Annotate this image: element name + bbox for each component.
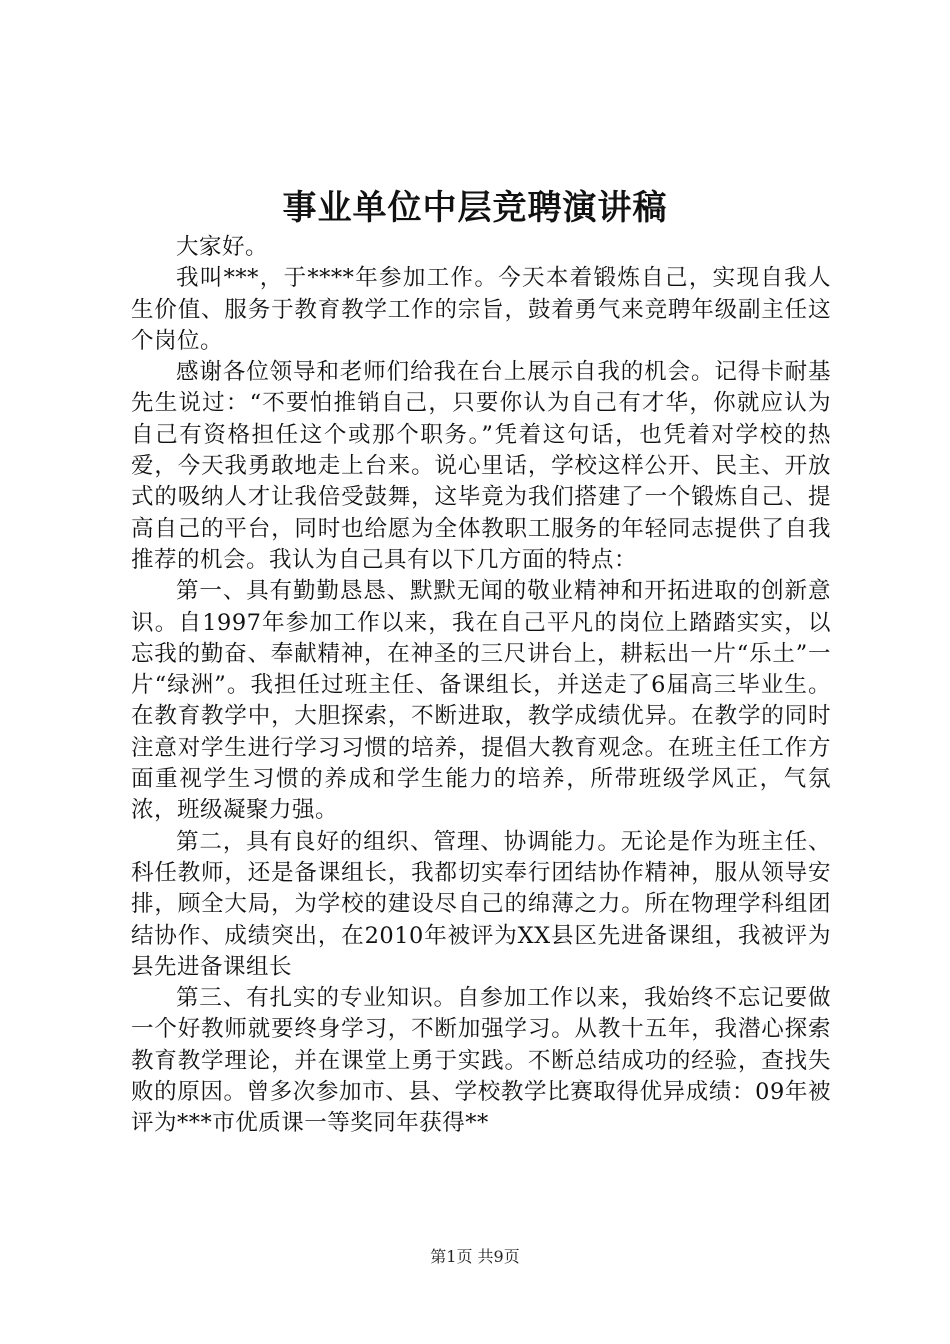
paragraph-greeting: 大家好。 <box>176 234 269 260</box>
page-number-footer: 第1页 共9页 <box>430 1247 520 1266</box>
document-title: 事业单位中层竞聘演讲稿 <box>282 188 668 228</box>
paragraph-point-one: 第一、具有勤勤恳恳、默默无闻的敬业精神和开拓进取的创新意识。自1997年参加工作以来，我在自己平凡的岗位上踏踏实实，以忘我的勤奋、奉献精神，在神圣的三尺讲台上，耕耘出一片“乐土”一片“绿洲”。我担任过班主任、备课组长，并送走了6届高三毕业生。在教育教学中，大胆探索，不断进取，教学成绩优异。在教学的同时注意对学生进行学习习惯的培养，提倡大教育观念。在班主任工作方面重视学生习惯的养成和学生能力的培养，所带班级学风正，气氛浓，班级凝聚力强。 <box>131 578 831 824</box>
paragraph-point-three: 第三、有扎实的专业知识。自参加工作以来，我始终不忘记要做一个好教师就要终身学习，不断加强学习。从教十五年，我潜心探索教育教学理论，并在课堂上勇于实践。不断总结成功的经验，查找失败的原因。曾多次参加市、县、学校教学比赛取得优异成绩：09年被评为***市优质课一等奖同年获得** <box>131 985 831 1137</box>
document-body <box>131 232 831 1140</box>
paragraph-thanks: 感谢各位领导和老师们给我在台上展示自我的机会。记得卡耐基先生说过：“不要怕推销自己，只要你认为自己有才华，你就应认为自己有资格担任这个或那个职务。”凭着这句话，也凭着对学校的热爱，今天我勇敢地走上台来。说心里话，学校这样公开、民主、开放式的吸纳人才让我倍受鼓舞，这毕竟为我们搭建了一个锻炼自己、提高自己的平台，同时也给愿为全体教职工服务的年轻同志提供了自我推荐的机会。我认为自己具有以下几方面的特点： <box>131 359 831 573</box>
paragraph-introduction: 我叫***，于****年参加工作。今天本着锻炼自己，实现自我人生价值、服务于教育教学工作的宗旨，鼓着勇气来竞聘年级副主任这个岗位。 <box>131 265 831 354</box>
paragraph-point-two: 第二，具有良好的组织、管理、协调能力。无论是作为班主任、科任教师，还是备课组长，我都切实奉行团结协作精神，服从领导安排，顾全大局，为学校的建设尽自己的绵薄之力。所在物理学科组团结协作、成绩突出，在2010年被评为XX县区先进备课组，我被评为县先进备课组长 <box>131 828 831 980</box>
